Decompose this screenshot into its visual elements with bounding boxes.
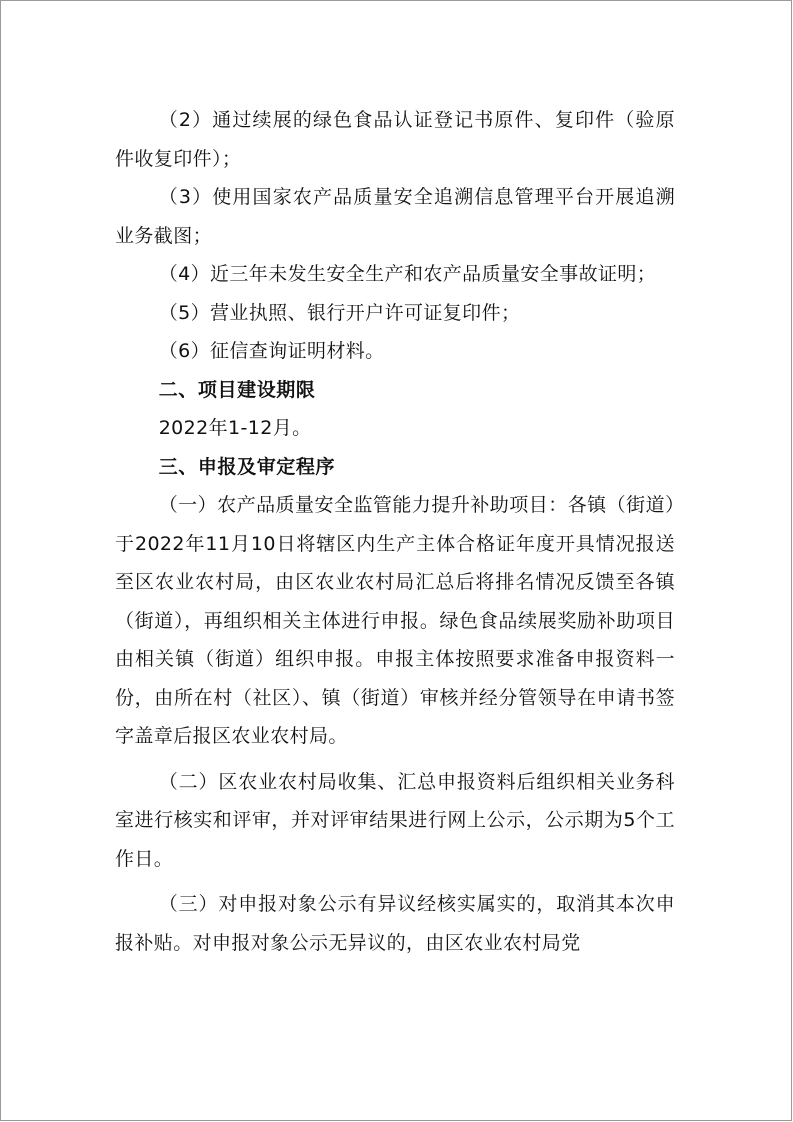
procedure-paragraph-2: （二）区农业农村局收集、汇总申报资料后组织相关业务科室进行核实和评审，并对评审结果进行网上公示，公示期为5个工作日。: [115, 770, 675, 870]
procedure-paragraph-1: （一）农产品质量安全监管能力提升补助项目：各镇（街道）于2022年11月10日将辖区内生产主体合格证年度开具情况报送至区农业农村局，由区农业农村局汇总后将排名情况反馈至各镇（街道），再组织相关主体进行申报。绿色食品续展奖励补助项目由相关镇（街道）组织申报。申报主体按照要求准备申报资料一份，由所在村（社区）、镇（街道）审核并经分管领导在申请书签字盖章后报区农业农村局。: [115, 494, 675, 747]
list-item-6: （6）征信查询证明材料。: [158, 340, 385, 362]
list-item-5: （5）营业执照、银行开户许可证复印件；: [158, 301, 521, 324]
section-heading-project-period: 二、项目建设期限: [158, 378, 316, 401]
list-item-3: （3）使用国家农产品质量安全追溯信息管理平台开展追溯业务截图；: [115, 186, 675, 247]
project-period-text: 2022年1-12月。: [158, 417, 312, 439]
document-body: [115, 101, 675, 962]
procedure-paragraph-3: （三）对申报对象公示有异议经核实属实的，取消其本次申报补贴。对申报对象公示无异议的，由区农业农村局党: [115, 893, 675, 954]
section-heading-procedure: 三、申报及审定程序: [158, 455, 336, 478]
list-item-4: （4）近三年未发生安全生产和农产品质量安全事故证明；: [158, 263, 657, 285]
list-item-2: （2）通过续展的绿色食品认证登记书原件、复印件（验原件收复印件）；: [115, 109, 675, 170]
